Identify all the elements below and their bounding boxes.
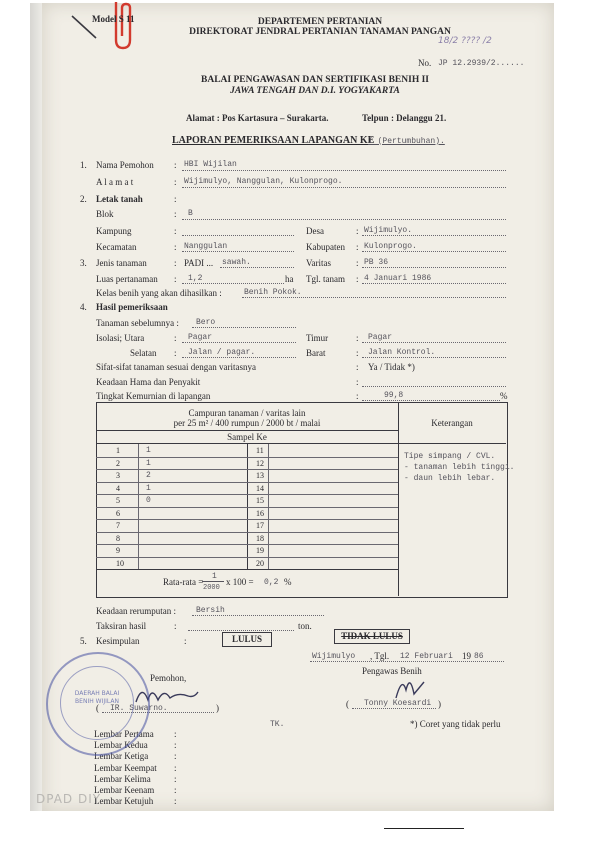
directorate-title: DIREKTORAT JENDRAL PERTANIAN TANAMAN PANGAN (189, 27, 451, 37)
tk-mark: TK. (270, 720, 285, 729)
table-col-line (268, 532, 269, 545)
rata-unit: % (284, 577, 292, 587)
table-row-line (96, 544, 398, 545)
table-row-line (96, 469, 398, 470)
table-col-line (138, 557, 139, 570)
rerumputan-label: Keadaan rerumputan : (96, 606, 176, 616)
colon: : (174, 729, 177, 739)
coret-note: *) Coret yang tidak perlu (410, 719, 501, 729)
colon: : (174, 177, 177, 187)
keterangan-line-2: - tanaman lebih tinggi. (404, 463, 515, 472)
table-col-line (138, 494, 139, 507)
sample-number: 20 (256, 558, 264, 568)
pengawas-paren-close: ) (438, 699, 441, 709)
lembar-item: Lembar Keempat (94, 762, 157, 773)
sample-number: 9 (116, 546, 120, 555)
kemurnian-label: Tingkat Kemurnian di lapangan (96, 391, 211, 401)
rerumputan-value: Bersih (196, 606, 225, 615)
barat-value: Jalan Kontrol. (368, 348, 436, 357)
item-number-1: 1. (80, 160, 87, 170)
timur-value: Pagar (368, 333, 393, 342)
colon: : (174, 751, 177, 762)
pengawas-paren-open: ( (346, 699, 349, 709)
table-row-line (96, 457, 398, 458)
table-col-line (268, 457, 269, 470)
number-label: No. (418, 58, 432, 68)
table-row-line (96, 494, 398, 495)
sample-number: 10 (116, 558, 124, 568)
colon: : (356, 333, 359, 343)
kemurnian-value: 99,8 (384, 391, 404, 400)
bottom-rule (384, 828, 464, 829)
colon: : (174, 762, 177, 773)
colon: : (174, 274, 177, 284)
colon: : (356, 274, 359, 284)
luas-label: Luas pertanaman (96, 274, 158, 284)
tidak-lulus-box: TIDAK LULUS (334, 629, 410, 644)
sample-number: 19 (256, 546, 264, 555)
kecamatan-value: Nanggulan (184, 242, 228, 251)
table-col-line (138, 482, 139, 495)
table-col-line (138, 444, 139, 457)
lembar-item: Lembar Kedua (94, 740, 148, 751)
year-prefix: 19 (462, 651, 471, 661)
table-row-line (96, 557, 398, 558)
colon: : (356, 391, 359, 401)
balai-title-1: BALAI PENGAWASAN DAN SERTIFIKASI BENIH II (201, 75, 429, 85)
pemohon-paren-close: ) (216, 703, 219, 713)
nama-pemohon-value: HBI Wijilan (184, 160, 237, 169)
sample-value: 0 (146, 496, 151, 505)
kecamatan-label: Kecamatan (96, 242, 137, 252)
colon: : (174, 333, 177, 343)
number-value: JP 12.2939/2...... (438, 59, 525, 68)
kemurnian-unit: % (500, 391, 508, 401)
hasil-label: Hasil pemeriksaan (96, 302, 168, 312)
alamat-value: Wijimulyo, Nanggulan, Kulonprogo. (184, 177, 343, 186)
blok-value: B (188, 209, 193, 218)
colon: : (174, 160, 177, 170)
sample-number: 15 (256, 496, 264, 505)
kelas-value: Benih Pokok. (244, 288, 302, 297)
table-head-3: Sampel Ke (227, 432, 267, 442)
kabupaten-value: Kulonprogo. (364, 242, 417, 251)
desa-label: Desa (306, 226, 324, 236)
sample-number: 1 (116, 446, 120, 455)
taksiran-unit: ton. (298, 621, 312, 631)
table-col-line (138, 469, 139, 482)
jenis-tanaman-value: sawah. (222, 258, 251, 267)
sample-number: 18 (256, 533, 264, 543)
keterangan-line-3: - daun lebih lebar. (404, 474, 496, 483)
date-label: , Tgl. (370, 651, 390, 661)
lulus-box: LULUS (222, 632, 272, 647)
report-title: LAPORAN PEMERIKSAAN LAPANGAN KE (172, 135, 375, 146)
table-col-line (268, 557, 269, 570)
isolasi-utara-value: Pagar (188, 333, 213, 342)
colon: : (174, 209, 177, 219)
model-label: Model S 11 (92, 14, 135, 24)
blok-label: Blok (96, 209, 114, 219)
lembar-item: Lembar Keenam (94, 785, 155, 795)
colon: : (174, 785, 177, 795)
colon: : (174, 242, 177, 252)
sample-value: 1 (146, 446, 151, 455)
sample-number: 8 (116, 533, 120, 543)
item-number-5: 5. (80, 636, 87, 646)
rata-middle: x 100 = (226, 577, 254, 587)
kabupaten-label: Kabupaten (306, 242, 345, 252)
table-row-line (96, 507, 398, 508)
sample-number: 2 (116, 458, 120, 468)
varitas-value: PB 36 (364, 258, 389, 267)
pemohon-label: Pemohon, (150, 673, 187, 683)
report-number: I (Pertumbuhan). (368, 137, 445, 146)
table-col-line (268, 494, 269, 507)
item-number-2: 2. (80, 194, 87, 204)
sample-number: 6 (116, 508, 120, 518)
keterangan-header: Keterangan (431, 418, 473, 428)
colon: : (356, 362, 359, 372)
date-value: 12 Februari (400, 652, 453, 661)
taksiran-label: Taksiran hasil (96, 621, 147, 631)
kelas-label: Kelas benih yang akan dihasilkan : (96, 288, 222, 298)
pemohon-name: IR. Suwarno. (110, 704, 168, 713)
varitas-label: Varitas (306, 258, 331, 268)
colon: : (356, 348, 359, 358)
tanaman-sebelumnya-value: Bero (196, 318, 216, 327)
selatan-label: Selatan (130, 348, 157, 358)
balai-title-2: JAWA TENGAH DAN D.I. YOGYAKARTA (230, 86, 400, 96)
tanaman-sebelumnya-label: Tanaman sebelumnya : (96, 318, 179, 328)
sample-number: 4 (116, 483, 120, 493)
pengawas-name: Tonny Koesardi (364, 699, 432, 708)
stamp-text: DAERAH BALAI BENIH WIJILAN (74, 690, 120, 705)
table-col-line (268, 482, 269, 495)
sample-number: 5 (116, 496, 120, 505)
tgl-tanam-label: Tgl. tanam (306, 274, 345, 284)
table-col-line (268, 469, 269, 482)
colon: : (174, 348, 177, 358)
luas-unit: ha (285, 274, 294, 284)
colon: : (174, 740, 177, 751)
paper-clip-icon (108, 0, 138, 52)
sample-value: 2 (146, 471, 151, 480)
colon: : (356, 258, 359, 268)
lembar-item: Lembar Ketujuh (94, 796, 154, 807)
pemohon-paren-open: ( (96, 703, 99, 713)
hama-label: Keadaan Hama dan Penyakit (96, 377, 201, 387)
timur-label: Timur (306, 333, 329, 343)
table-col-line (138, 507, 139, 520)
colon: : (174, 194, 177, 204)
alamat-label: A l a m a t (96, 177, 134, 187)
rata-fraction-numerator: 1 (212, 572, 217, 581)
lembar-item: Lembar Ketiga (94, 751, 149, 762)
table-head-2: per 25 m² / 400 rumpun / 2000 bt / malai (173, 418, 321, 428)
colon: : (174, 796, 177, 807)
sample-number: 12 (256, 458, 264, 468)
colon: : (356, 242, 359, 252)
rata-label: Rata-rata = (163, 577, 204, 587)
colon: : (174, 773, 177, 784)
table-col-line (268, 444, 269, 457)
table-col-line (268, 544, 269, 557)
kesimpulan-label: Kesimpulan (96, 636, 140, 646)
colon: : (356, 226, 359, 236)
table-row-line (96, 519, 398, 520)
department-title: DEPARTEMEN PERTANIAN (257, 17, 383, 27)
luas-value: 1,2 (188, 274, 203, 283)
sample-number: 7 (116, 521, 120, 530)
keterangan-line-1: Tipe simpang / CVL. (404, 452, 496, 461)
kampung-label: Kampung (96, 226, 132, 236)
rata-value: 0,2 (264, 578, 279, 587)
address-text: Alamat : Pos Kartasura – Surakarta. (186, 113, 329, 123)
item-number-3: 3. (80, 258, 87, 268)
tgl-tanam-value: 4 Januari 1986 (364, 274, 432, 283)
sifat-value: Ya / Tidak *) (368, 362, 415, 372)
sample-value: 1 (146, 458, 151, 468)
page-edge-shadow (30, 3, 42, 811)
table-col-line (138, 532, 139, 545)
lembar-item: Lembar Pertama (94, 729, 154, 739)
rata-fraction-denominator: 2000 (203, 584, 220, 592)
table-col-line (138, 544, 139, 557)
nama-pemohon-label: Nama Pemohon (96, 160, 154, 170)
sample-number: 16 (256, 508, 264, 518)
table-row-line (96, 532, 398, 533)
colon: : (174, 621, 177, 631)
sample-number: 11 (256, 446, 264, 455)
sample-number: 3 (116, 471, 120, 480)
colon: : (174, 258, 177, 268)
colon: : (174, 226, 177, 236)
jenis-prefix: PADI ... (184, 258, 214, 268)
sifat-label: Sifat-sifat tanaman sesuai dengan varitasnya (96, 362, 256, 372)
lembar-item: Lembar Kelima (94, 773, 151, 784)
sample-number: 17 (256, 521, 264, 530)
selatan-value: Jalan / pagar. (188, 348, 256, 357)
item-number-4: 4. (80, 302, 87, 312)
barat-label: Barat (306, 348, 326, 358)
table-col-line (138, 519, 139, 532)
sample-value: 1 (146, 483, 151, 493)
place-value: Wijimulyo (312, 652, 356, 661)
isolasi-utara-label: Isolasi; Utara (96, 333, 145, 343)
desa-value: Wijimulyo. (364, 226, 413, 235)
corner-note: 18/2 ???? /2 (438, 36, 492, 46)
sample-number: 13 (256, 471, 264, 480)
phone-text: Telpun : Delanggu 21. (362, 113, 447, 123)
colon: : (356, 377, 359, 387)
colon: : (184, 636, 187, 646)
table-head-1: Campuran tanaman / varitas lain (188, 408, 306, 418)
table-col-line (268, 507, 269, 520)
pengawas-label: Pengawas Benih (362, 666, 422, 676)
table-col-line (268, 519, 269, 532)
sample-number: 14 (256, 483, 264, 493)
year-value: 86 (474, 652, 484, 661)
letak-tanah-label: Letak tanah (96, 194, 143, 204)
jenis-tanaman-label: Jenis tanaman (96, 258, 147, 268)
table-col-line (138, 457, 139, 470)
watermark: DPAD DIY (36, 792, 102, 806)
table-row-line (96, 482, 398, 483)
